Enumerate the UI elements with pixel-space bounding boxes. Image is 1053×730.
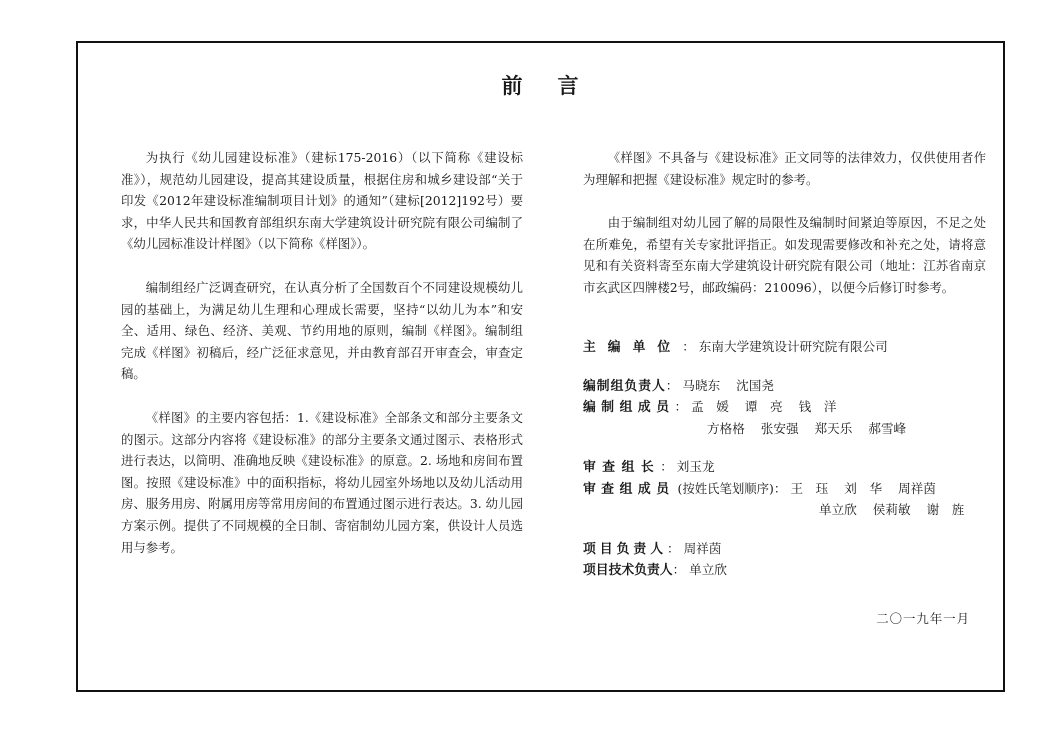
team-leader-colon: ： [665,377,679,393]
project-leader-label: 项目负责人 [583,541,667,557]
chief-unit-label: 主编单位 [583,340,683,355]
review-members-note: (按姓氏笔划顺序) [677,480,774,496]
tech-leader-colon: ： [672,562,686,577]
project-leader-name: 周祥茵 [683,540,722,556]
review-member-name: 侯莉敏 [872,502,911,517]
review-leader-row [583,456,986,478]
team-leader-name: 马晓东 [682,377,721,393]
chief-unit-colon: ： [682,339,695,354]
team-member-name: 郑天乐 [814,420,853,436]
review-leader-colon: ： [660,459,673,474]
paragraph-legal-effect: 《样图》不具备与《建设标准》正文同等的法律效力，仅供使用者作为理解和把握《建设标准》规定时的参考。 [583,150,986,187]
project-leader-row [583,538,986,560]
team-members-colon: ： [674,399,688,414]
review-team-group [583,456,986,521]
tech-leader-label: 项目技术负责人 [583,563,673,578]
review-members-row-2 [583,499,986,521]
review-member-name: 单立欣 [819,502,857,517]
team-member-name: 谭 亮 [744,399,783,414]
publication-date: 二〇一九年一月 [876,611,970,626]
paragraph-feedback: 由于编制组对幼儿园了解的局限性及编制时间紧迫等原因，不足之处在所难免，希望有关专家批评指正。如发现需要修改和补充之处，请将意见和有关资料寄至东南大学建筑设计研究院有限公司（地址：江苏省南京市玄武区四牌楼2号，邮政编码：210096），以便今后修订时参考。 [583,215,986,295]
team-member-name: 孟 媛 [691,399,729,414]
team-members-row [583,396,986,418]
review-members-colon: ： [773,480,787,496]
left-column [121,147,523,558]
review-member-name: 周祥茵 [898,480,936,496]
page-frame [76,41,1005,692]
review-member-name: 刘 华 [844,480,883,496]
team-member-name: 钱 洋 [798,399,837,414]
paragraph-research: 编制组经广泛调查研究，在认真分析了全国数百个不同建设规模幼儿园的基础上，为满足幼儿生理和心理成长需要，坚持“以幼儿为本”和安全、适用、绿色、经济、美观、节约用地的原则，编制《样图》。编制组完成《样图》初稿后，经广泛征求意见，并由教育部召开审查会，审查定稿。 [121,279,523,382]
chief-unit-value: 东南大学建筑设计研究院有限公司 [698,339,888,354]
review-leader-name: 刘玉龙 [676,459,715,474]
team-member-name: 郝雪峰 [868,420,907,436]
chief-unit-group [583,336,986,358]
team-leader-row [583,375,986,397]
team-members-label: 编制组成员 [583,400,675,415]
review-leader-label: 审查组长 [583,460,661,475]
editorial-team-group [583,375,986,440]
tech-leader-row [583,559,986,581]
title-char-1: 前 [501,74,524,98]
team-leader-label: 编制组负责人 [583,378,666,394]
credits-section [583,336,986,581]
review-members-label: 审查组成员 [583,481,675,497]
project-leaders-group [583,538,986,581]
chief-unit-row [583,336,986,358]
paragraph-purpose: 为执行《幼儿园建设标准》（建标175-2016）（以下简称《建设标准》），规范幼儿园建设，提高其建设质量，根据住房和城乡建设部“关于印发《2012年建设标准编制项目计划》的通知”（建标[2012]192号）要求，中华人民共和国教育部组织东南大学建筑设计研究院有限公司编制了《幼儿园标准设计样图》（以下简称《样图》）。 [121,150,523,252]
team-member-name: 张安强 [760,420,799,436]
page-title [78,70,1003,100]
project-leader-colon: ： [666,540,680,556]
review-member-name: 谢 旌 [926,502,965,517]
team-leader-name: 沈国尧 [736,377,774,393]
team-member-name: 方格格 [707,420,745,436]
review-member-name: 王 珏 [790,480,829,496]
paragraph-contents: 《样图》的主要内容包括：1.《建设标准》全部条文和部分主要条文的图示。这部分内容将《建设标准》的部分主要条文通过图示、表格形式进行表达，以简明、准确地反映《建设标准》的原意。2. 场地和房间布置图。按照《建设标准》中的面积指标，将幼儿园室外场地以及幼儿活动用房、服务用房、附属用房等常用房间的布置通过图示进行表达。3. 幼儿园方案示例。提供了不同规模的全日制、寄宿制幼儿园方案，供设计人员选用与参考。 [121,409,523,555]
review-members-row [583,478,986,500]
tech-leader-name: 单立欣 [689,562,727,577]
title-char-2: 言 [557,74,580,98]
team-members-row-2 [583,418,986,440]
right-column [583,147,986,299]
